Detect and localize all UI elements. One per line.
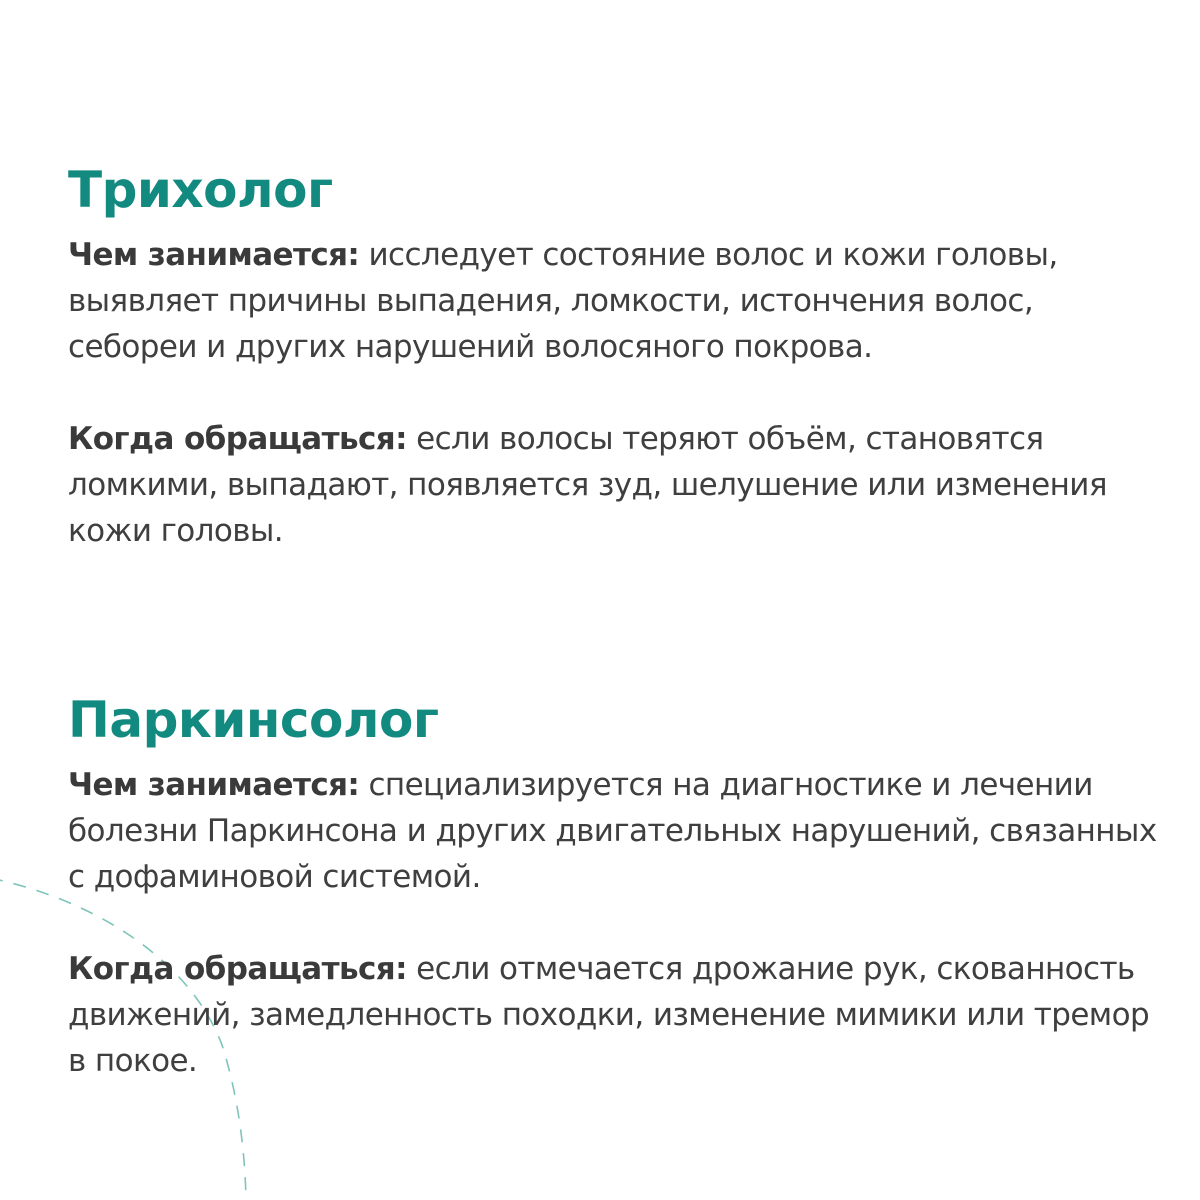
section-title: Паркинсолог: [68, 691, 439, 749]
when-paragraph: [68, 946, 1168, 1084]
what-text: специализируется на диагностике и лечении болезни Паркинсона и других двигательных нарушений, связанных с дофаминовой системой.: [68, 767, 1157, 895]
when-paragraph: [68, 416, 1168, 554]
what-label: Чем занимается:: [68, 237, 360, 273]
section-title: Трихолог: [68, 161, 333, 219]
what-label: Чем занимается:: [68, 767, 360, 803]
when-label: Когда обращаться:: [68, 421, 407, 457]
what-text: исследует состояние волос и кожи головы, выявляет причины выпадения, ломкости, истончения волос, себореи и других нарушений волосяного покрова.: [68, 237, 1058, 365]
when-text: если отмечается дрожание рук, скованность движений, замедленность походки, изменение мимики или тремор в покое.: [68, 951, 1150, 1079]
when-label: Когда обращаться:: [68, 951, 407, 987]
when-text: если волосы теряют объём, становятся ломкими, выпадают, появляется зуд, шелушение или изменения кожи головы.: [68, 421, 1107, 549]
specialist-section-parkinsonologist: [68, 688, 1168, 1084]
specialist-section-trichologist: [68, 158, 1168, 554]
what-paragraph: [68, 232, 1168, 370]
what-paragraph: [68, 762, 1168, 900]
